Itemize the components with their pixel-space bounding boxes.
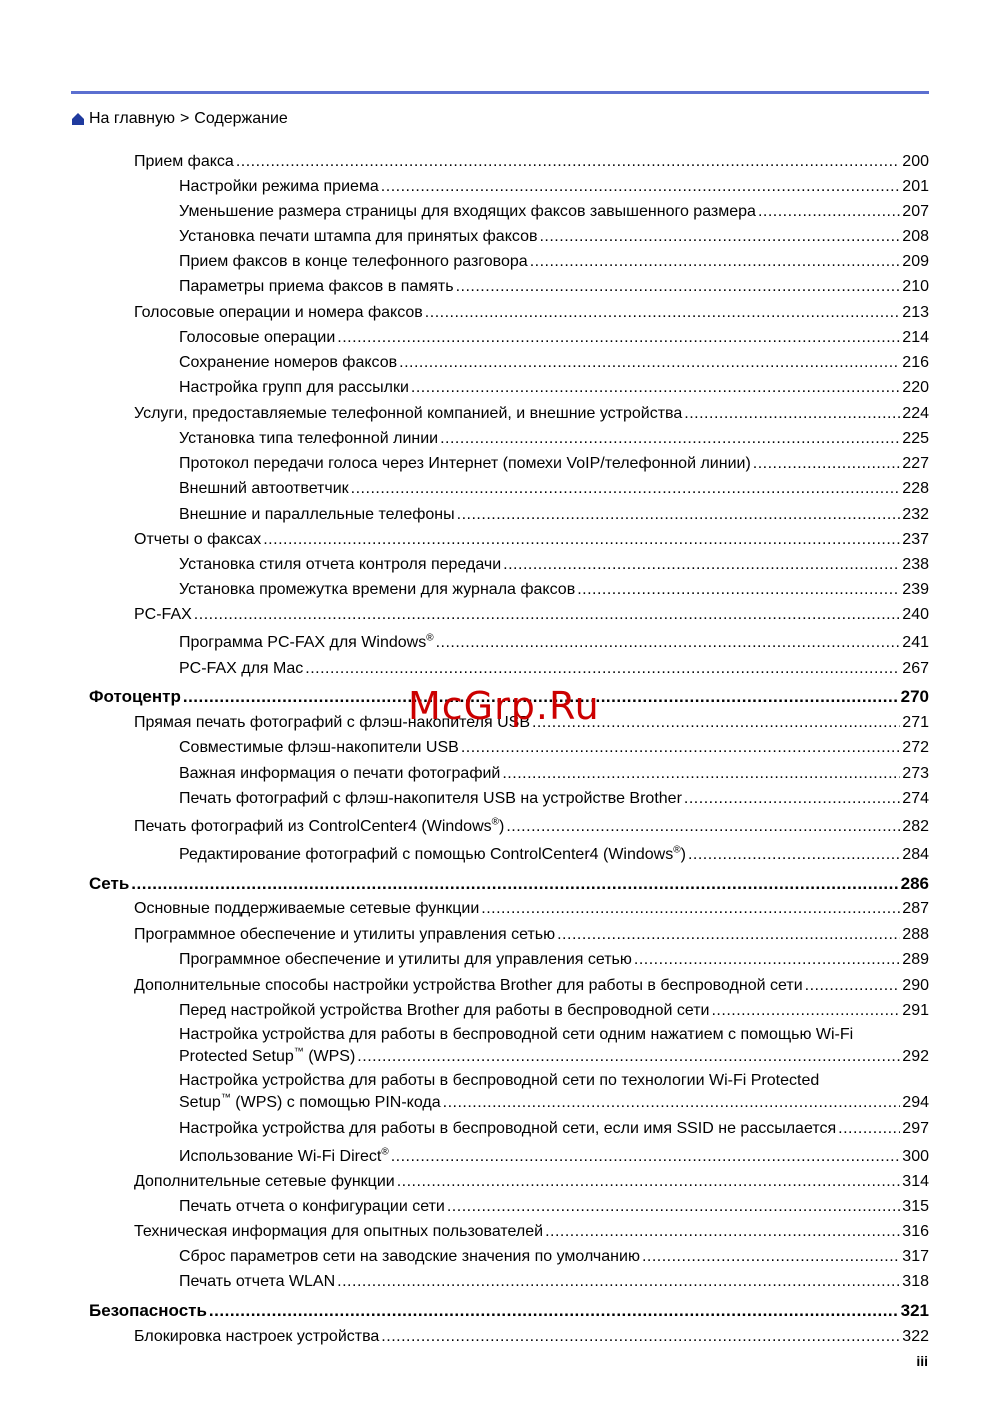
toc-entry[interactable] <box>179 1247 929 1267</box>
toc-entry-title: Блокировка настроек устройства <box>134 1328 380 1345</box>
toc-entry-title: Совместимые флэш-накопители USB <box>179 739 459 756</box>
toc-entry-page: 274 <box>902 790 929 807</box>
toc-entry-title: Редактирование фотографий с помощью ControlCenter4 (Windows®) <box>179 844 686 863</box>
toc-entry-title: Протокол передачи голоса через Интернет (помехи VoIP/телефонной линии) <box>179 455 751 472</box>
toc-entry-page: 241 <box>902 634 929 651</box>
toc-entry-title: Прямая печать фотографий с флэш-накопителя USB <box>134 714 530 731</box>
toc-entry-title: Уменьшение размера страницы для входящих факсов завышенного размера <box>179 203 756 220</box>
toc-entry-page: 273 <box>902 765 929 782</box>
toc-entry-page: 220 <box>902 379 929 396</box>
toc-entry[interactable] <box>134 605 929 625</box>
toc-entry-title: Сеть <box>89 874 130 893</box>
dot-leader <box>805 976 901 996</box>
dot-leader <box>263 530 900 550</box>
toc-entry-title: Внешние и параллельные телефоны <box>179 506 455 523</box>
toc-entry-page: 213 <box>902 304 929 321</box>
toc-entry-page: 209 <box>902 253 929 270</box>
toc-entry-title: Прием факсов в конце телефонного разговора <box>179 253 528 270</box>
toc-entry-page: 292 <box>902 1048 929 1065</box>
toc-entry-page: 216 <box>902 354 929 371</box>
toc-entry[interactable] <box>179 555 929 575</box>
trademark-symbol: ® <box>381 1146 389 1158</box>
toc-entry[interactable] <box>179 505 929 525</box>
toc-entry-page: 290 <box>902 977 929 994</box>
toc-entry[interactable] <box>179 659 929 679</box>
toc-entry[interactable] <box>89 874 929 894</box>
dot-leader <box>634 950 900 970</box>
toc-entry[interactable] <box>179 580 929 600</box>
toc-entry-title: Дополнительные сетевые функции <box>134 1173 395 1190</box>
toc-entry-title: Программное обеспечение и утилиты управления сетью <box>134 926 556 943</box>
toc-entry[interactable] <box>134 404 929 424</box>
toc-entry[interactable] <box>179 252 929 272</box>
breadcrumb-separator: > <box>179 110 190 127</box>
dot-leader <box>557 925 900 945</box>
toc-entry-title: Печать фотографий с флэш-накопителя USB на устройстве Brother <box>179 790 682 807</box>
toc-entry-title: Печать отчета WLAN <box>179 1273 336 1290</box>
toc-entry-page: 287 <box>902 900 929 917</box>
toc-entry-title-line[interactable]: Настройка устройства для работы в беспроводной сети по технологии Wi-Fi Protected <box>179 1072 820 1089</box>
toc-entry[interactable] <box>179 1119 929 1139</box>
toc-entry[interactable] <box>134 976 929 996</box>
dot-leader <box>391 1147 901 1167</box>
dot-leader <box>131 874 898 894</box>
toc-entry-page: 237 <box>902 531 929 548</box>
dot-leader <box>381 1327 900 1347</box>
dot-leader <box>236 152 900 172</box>
dot-leader <box>337 1272 900 1292</box>
toc-entry[interactable] <box>179 479 929 499</box>
toc-entry-page: 200 <box>902 153 929 170</box>
toc-entry-title: Установка стиля отчета контроля передачи <box>179 556 502 573</box>
toc-entry[interactable] <box>134 303 929 323</box>
dot-leader <box>684 789 900 809</box>
dot-leader <box>440 429 900 449</box>
toc-entry-page: 239 <box>902 581 929 598</box>
toc-entry[interactable] <box>179 633 929 653</box>
toc-entry-title: Печать отчета о конфигурации сети <box>179 1198 445 1215</box>
toc-entry-page: 317 <box>902 1248 929 1265</box>
toc-entry-title: Setup™ (WPS) с помощью PIN-кода <box>179 1092 441 1111</box>
trademark-symbol: ™ <box>293 1046 304 1058</box>
breadcrumb-home-link[interactable]: На главную <box>89 110 175 127</box>
toc-entry-title: Отчеты о факсах <box>134 531 262 548</box>
toc-entry-title: Программное обеспечение и утилиты для управления сетью <box>179 951 632 968</box>
toc-entry[interactable] <box>179 353 929 373</box>
toc-entry-page: 300 <box>902 1148 929 1165</box>
toc-entry[interactable] <box>179 1001 929 1021</box>
toc-entry[interactable] <box>134 899 929 919</box>
toc-entry-title: Настройки режима приема <box>179 178 379 195</box>
toc-entry-title: Программа PC-FAX для Windows® <box>179 632 434 651</box>
dot-leader <box>425 303 901 323</box>
toc-entry[interactable] <box>179 1047 929 1067</box>
toc-entry[interactable] <box>179 1197 929 1217</box>
toc-entry[interactable] <box>179 177 929 197</box>
toc-entry[interactable] <box>179 845 929 865</box>
toc-entry-title: Параметры приема факсов в память <box>179 278 454 295</box>
dot-leader <box>399 353 900 373</box>
dot-leader <box>447 1197 900 1217</box>
dot-leader <box>642 1247 900 1267</box>
toc-entry-title: Настройка устройства для работы в беспроводной сети, если имя SSID не рассылается <box>179 1120 837 1137</box>
dot-leader <box>506 817 900 837</box>
home-icon[interactable] <box>71 112 85 126</box>
dot-leader <box>461 738 900 758</box>
toc-entry-page: 318 <box>902 1273 929 1290</box>
dot-leader <box>503 555 900 575</box>
toc-entry-title: Печать фотографий из ControlCenter4 (Windows®) <box>134 816 505 835</box>
toc-entry-title: Основные поддерживаемые сетевые функции <box>134 900 480 917</box>
toc-entry[interactable] <box>179 789 929 809</box>
toc-entry-page: 321 <box>900 1301 929 1320</box>
toc-entry[interactable] <box>179 378 929 398</box>
trademark-symbol: ® <box>673 844 681 856</box>
dot-leader <box>502 764 900 784</box>
toc-entry-title: Protected Setup™ (WPS) <box>179 1046 356 1065</box>
toc-entry-page: 267 <box>902 660 929 677</box>
dot-leader <box>457 505 901 525</box>
toc-entry-page: 201 <box>902 178 929 195</box>
toc-entry-title: Дополнительные способы настройки устройства Brother для работы в беспроводной сети <box>134 977 803 994</box>
toc-entry-page: 238 <box>902 556 929 573</box>
toc-entry-title: Сброс параметров сети на заводские значения по умолчанию <box>179 1248 640 1265</box>
toc-entry-page: 271 <box>902 714 929 731</box>
toc-entry[interactable] <box>179 328 929 348</box>
toc-entry-page: 289 <box>902 951 929 968</box>
toc-entry-page: 210 <box>902 278 929 295</box>
toc-entry-page: 208 <box>902 228 929 245</box>
toc-entry-page: 282 <box>902 818 929 835</box>
toc-entry-title: Услуги, предоставляемые телефонной компанией, и внешние устройства <box>134 405 683 422</box>
toc-entry-page: 284 <box>902 846 929 863</box>
dot-leader <box>381 177 901 197</box>
dot-leader <box>577 580 900 600</box>
dot-leader <box>351 479 901 499</box>
trademark-symbol: ™ <box>220 1092 231 1104</box>
toc-entry[interactable] <box>134 925 929 945</box>
toc-entry-title: Настройка групп для рассылки <box>179 379 409 396</box>
dot-leader <box>539 227 900 247</box>
trademark-symbol: ® <box>426 632 434 644</box>
toc-entry-page: 224 <box>902 405 929 422</box>
toc-entry-title: Прием факса <box>134 153 234 170</box>
page-number: iii <box>916 1353 928 1369</box>
toc-entry[interactable] <box>179 277 929 297</box>
dot-leader <box>753 454 901 474</box>
toc-entry[interactable] <box>134 1172 929 1192</box>
toc-entry[interactable] <box>134 817 929 837</box>
dot-leader <box>305 659 900 679</box>
toc-entry-page: 240 <box>902 606 929 623</box>
toc-entry[interactable] <box>89 1301 929 1321</box>
toc-entry-title: PC-FAX для Mac <box>179 660 304 677</box>
toc-entry[interactable] <box>179 738 929 758</box>
dot-leader <box>456 277 901 297</box>
toc-entry-page: 214 <box>902 329 929 346</box>
toc-entry-page: 315 <box>902 1198 929 1215</box>
toc-entry-page: 288 <box>902 926 929 943</box>
toc-entry[interactable] <box>179 950 929 970</box>
dot-leader <box>194 605 901 625</box>
toc-entry-page: 316 <box>902 1223 929 1240</box>
dot-leader <box>530 252 901 272</box>
toc-entry-title: Установка печати штампа для принятых факсов <box>179 228 538 245</box>
toc-entry-title: Голосовые операции и номера факсов <box>134 304 423 321</box>
toc-entry[interactable] <box>134 1222 929 1242</box>
toc-entry[interactable] <box>179 202 929 222</box>
trademark-symbol: ® <box>491 816 500 828</box>
toc-entry-page: 207 <box>902 203 929 220</box>
breadcrumb-current: Содержание <box>194 110 288 127</box>
toc-entry-title: PC-FAX <box>134 606 192 623</box>
dot-leader <box>397 1172 901 1192</box>
breadcrumb <box>71 108 288 130</box>
dot-leader <box>337 328 900 348</box>
dot-leader <box>436 633 901 653</box>
toc-entry-title: Перед настройкой устройства Brother для работы в беспроводной сети <box>179 1002 710 1019</box>
toc-entry-page: 297 <box>902 1120 929 1137</box>
toc-entry-title: Внешний автоответчик <box>179 480 349 497</box>
toc-entry-title: Безопасность <box>89 1301 207 1320</box>
toc-entry-page: 270 <box>900 687 929 706</box>
dot-leader <box>443 1093 901 1113</box>
toc-entry-title: Установка промежутка времени для журнала факсов <box>179 581 576 598</box>
dot-leader <box>684 404 900 424</box>
dot-leader <box>545 1222 900 1242</box>
toc-entry-title-line[interactable]: Настройка устройства для работы в беспроводной сети одним нажатием с помощью Wi-Fi <box>179 1026 854 1043</box>
toc-entry[interactable] <box>179 1147 929 1167</box>
dot-leader <box>688 845 900 865</box>
toc-entry[interactable] <box>179 429 929 449</box>
toc-entry[interactable] <box>134 1327 929 1347</box>
toc-entry-title: Использование Wi-Fi Direct® <box>179 1146 389 1165</box>
toc-entry-page: 322 <box>902 1328 929 1345</box>
toc-entry[interactable] <box>134 530 929 550</box>
toc-entry-title: Голосовые операции <box>179 329 336 346</box>
toc-entry[interactable] <box>179 1093 929 1113</box>
dot-leader <box>711 1001 900 1021</box>
toc-entry-page: 227 <box>902 455 929 472</box>
dot-leader <box>758 202 900 222</box>
dot-leader <box>209 1301 899 1321</box>
toc-entry-page: 291 <box>902 1002 929 1019</box>
toc-entry-page: 228 <box>902 480 929 497</box>
toc-entry-title: Сохранение номеров факсов <box>179 354 398 371</box>
toc-entry-title: Важная информация о печати фотографий <box>179 765 501 782</box>
toc-entry-page: 225 <box>902 430 929 447</box>
toc-entry-page: 272 <box>902 739 929 756</box>
toc-entry-page: 232 <box>902 506 929 523</box>
dot-leader <box>411 378 900 398</box>
toc-entry-page: 314 <box>902 1173 929 1190</box>
toc-entry[interactable] <box>179 227 929 247</box>
watermark: McGrp.Ru <box>408 684 600 728</box>
toc-entry-title: Установка типа телефонной линии <box>179 430 439 447</box>
toc-entry[interactable] <box>179 764 929 784</box>
dot-leader <box>357 1047 900 1067</box>
header-rule <box>71 91 929 94</box>
dot-leader <box>481 899 900 919</box>
toc-entry-title: Техническая информация для опытных пользователей <box>134 1223 544 1240</box>
toc-entry-page: 294 <box>902 1094 929 1111</box>
toc-entry-title: Фотоцентр <box>89 687 181 706</box>
toc-entry[interactable] <box>179 1272 929 1292</box>
dot-leader <box>838 1119 900 1139</box>
toc-entry[interactable] <box>179 454 929 474</box>
toc-entry-page: 286 <box>900 874 929 893</box>
toc-entry[interactable] <box>134 152 929 172</box>
